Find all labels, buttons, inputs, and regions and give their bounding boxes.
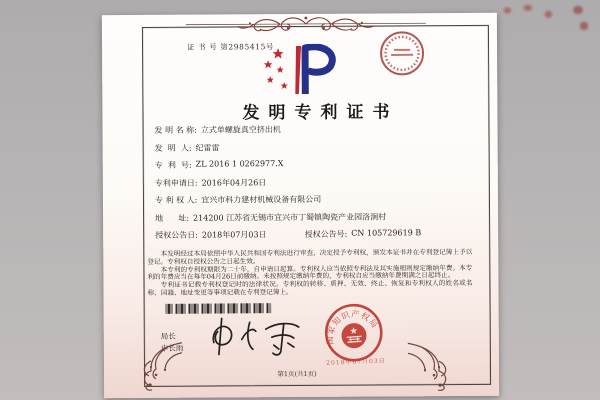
field-row <box>155 175 478 194</box>
certificate-number: 证 书 号 第2985415号 <box>187 42 275 52</box>
director-title: 局长 <box>160 331 176 341</box>
agency-red-seal-icon <box>378 29 426 77</box>
page-title: 发明专利证书 <box>242 102 399 124</box>
seal-ring-text: 国家知识产权局 <box>324 308 381 346</box>
backdrop-stamp-fragment <box>566 2 596 34</box>
field-row <box>155 140 478 159</box>
field-label: 专 利 权 人: <box>154 195 198 205</box>
field-label: 发 明 名 称: <box>154 125 197 135</box>
field-row <box>155 158 478 177</box>
corner-flourish-right <box>406 339 452 391</box>
field-row <box>155 193 478 212</box>
field-row <box>155 210 478 229</box>
national-emblem-icon <box>341 322 368 349</box>
certificate-paper <box>102 13 499 398</box>
grant-number-label: 授权公告号: <box>304 229 348 239</box>
field-value: 立式单螺旋真空挤出机 <box>200 125 281 135</box>
grant-date-label: 授权公告日: <box>155 230 198 240</box>
grant-row <box>155 228 478 247</box>
field-value: ZL 2016 1 0262977.X <box>195 159 284 169</box>
field-label: 地 址: <box>155 213 190 223</box>
corner-flourish-left <box>138 339 184 391</box>
body-paragraph: 本专利的专利权期限为二十年，自申请日起算。专利权人应当依照专利法及其实施细则规定缴纳年费。本专利的年费应当在每年04月26日前缴纳。未按照规定缴纳年费的，专利权自应当缴纳年费期满之日起终止。 <box>147 263 473 282</box>
fields-block <box>155 123 479 247</box>
grant-number-value: CN 105729619 B <box>351 228 422 238</box>
field-label: 专 利 号: <box>154 160 192 170</box>
field-label: 专利申请日: <box>154 178 198 188</box>
patent-logo-icon <box>260 44 340 96</box>
body-paragraph: 专利证书记载专利权登记时的法律状况。专利权的转移、质押、无效、终止、恢复和专利权人的姓名或名称、国籍、地址变更等事项记载在专利登记簿上。 <box>147 279 473 297</box>
page-footer: 第1页(共1页) <box>277 369 317 379</box>
body-paragraph: 本发明经过本局依照中华人民共和国专利法进行审查，决定授予专利权，颁发本证书并在专利登记簿上予以登记。专利权自授权公告之日起生效。 <box>147 247 473 266</box>
grant-date-value: 2018年07月03日 <box>201 230 267 240</box>
field-row <box>155 123 478 142</box>
legal-text-block <box>147 249 472 298</box>
field-value: 2016年04月26日 <box>201 177 267 188</box>
field-value: 纪雷雷 <box>195 142 220 153</box>
field-value: 宜兴市科力建材机械设备有限公司 <box>201 194 322 205</box>
seal-date: 2018年07月03日 <box>326 357 386 367</box>
field-value: 214200 江苏省无锡市宜兴市丁蜀镇陶瓷产业园洛涧村 <box>192 211 387 223</box>
backdrop-stamp-fragment <box>500 0 562 26</box>
director-signature <box>202 312 310 363</box>
field-label: 发 明 人: <box>154 143 192 153</box>
director-name: 申长雨 <box>160 343 184 353</box>
